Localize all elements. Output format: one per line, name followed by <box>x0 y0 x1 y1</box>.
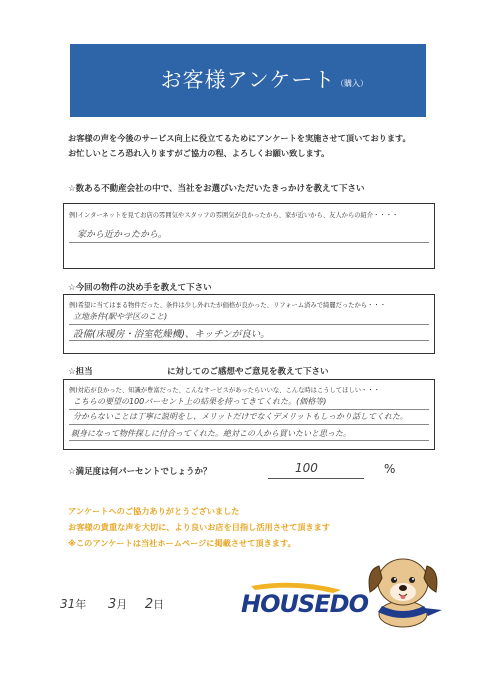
answer-line <box>69 440 429 441</box>
satisfaction-question: ☆満足度は何パーセントでしょうか？ <box>68 467 212 477</box>
answer-line <box>69 324 429 325</box>
thanks-block <box>68 503 330 551</box>
logo-do-text: DO <box>329 590 368 618</box>
answer-3-line-3: 親身になって物件探しに付合ってくれた。絶対この人から買いたいと思った。 <box>71 429 351 438</box>
date-month: 3 <box>107 597 117 612</box>
answer-3-line-1: こちらの要望の100パーセント上の結果を持ってきてくれた。(価格等) <box>73 397 327 406</box>
date-day: 2 <box>144 597 154 612</box>
date-year: 31 <box>60 597 76 611</box>
question-2: ☆今回の物件の決め手を教えて下さい <box>68 283 212 293</box>
example-1: 例)インターネットを見てお店の雰囲気やスタッフの雰囲気が良かったから、家が近いから、友人からの紹介・・・・ <box>69 212 399 219</box>
date-year-unit: 年 <box>75 598 87 611</box>
answer-3-line-2: 分からないことは丁寧に説明をし、メリットだけでなくデメリットもしっかり話してくれた。 <box>73 412 409 421</box>
header-banner <box>70 44 426 117</box>
satisfaction-underline <box>268 478 364 479</box>
thanks-line-2: お客様の貴重な声を大切に、より良いお店を目指し活用させて頂きます <box>68 522 331 532</box>
date <box>60 596 164 612</box>
answer-box-2 <box>63 294 435 354</box>
answer-line <box>69 409 429 410</box>
answer-line <box>69 242 429 243</box>
answer-2-line-1: 立地条件(駅や学区のこと) <box>73 312 168 321</box>
logo-wordmark <box>241 590 368 618</box>
answer-box-1 <box>63 203 435 269</box>
page-subtitle: （購入） <box>336 79 368 88</box>
page-title: お客様アンケート <box>160 68 336 92</box>
example-3: 例)対応が良かった、知識が豊富だった、こんなサービスがあったらいいな、こんな時はこうしてほしい・・・ <box>69 387 380 394</box>
answer-2-line-2: 設備(床暖房・浴室乾燥機)、キッチンが良い。 <box>73 329 270 340</box>
dog-mascot-icon <box>358 552 448 628</box>
example-2: 例)希望に当てはまる物件だった、条件は少し外れたが価格が良かった、リフォーム済みで綺麗だったから・・・ <box>69 302 386 309</box>
intro-line-2: お忙しいところ恐れ入りますがご協力の程、よろしくお願い致します。 <box>68 148 330 158</box>
percent-sign: % <box>384 462 396 476</box>
intro-text <box>68 131 448 161</box>
question-3-prefix: ☆担当 <box>68 367 93 377</box>
thanks-line-3: ※このアンケートは当社ホームページに掲載させて頂きます。 <box>68 538 296 548</box>
question-1: ☆数ある不動産会社の中で、当社をお選びいただいたきっかけを教えて下さい <box>68 184 365 194</box>
date-day-unit: 日 <box>153 598 165 611</box>
house-do-logo <box>237 580 368 620</box>
satisfaction-value: 100 <box>295 461 318 475</box>
answer-box-3 <box>63 379 435 450</box>
thanks-line-1: アンケートへのご協力ありがとうございました <box>68 506 240 516</box>
logo-house-text: HOUSE <box>241 590 330 618</box>
intro-line-1: お客様の声を今後のサービス向上に役立てるためにアンケートを実施させて頂いております。 <box>68 133 411 143</box>
answer-line <box>69 340 429 341</box>
answer-1: 家から近かったから。 <box>77 230 168 240</box>
date-month-unit: 月 <box>116 598 128 611</box>
question-3: に対してのご感想やご意見を教えて下さい <box>167 367 329 377</box>
answer-line <box>69 424 429 425</box>
